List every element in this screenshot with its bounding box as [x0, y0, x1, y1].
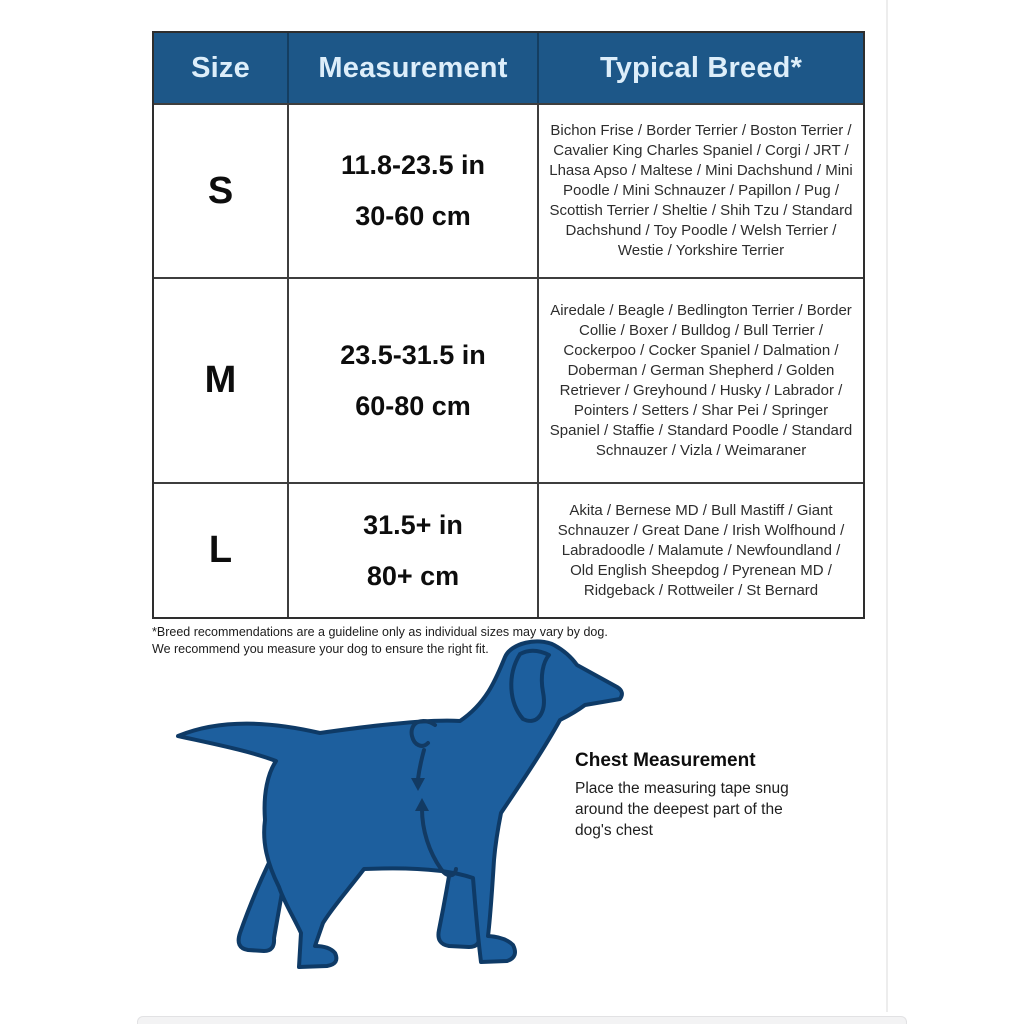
chest-instruction-line-2: around the deepest part of the [575, 801, 783, 818]
size-value: S [207, 169, 234, 212]
measurement-cm: 60-80 cm [355, 390, 471, 421]
header-size: Size [154, 33, 289, 103]
breed-list: Airedale / Beagle / Bedlington Terrier / Border Collie / Boxer / Bulldog / Bull Terrier / Cockerpoo / Cocker Spaniel / Dalmation / Doberman / German Shepherd / Golden Retriever / Greyhound / Husky / Labrador / Pointers / Setters / Shar Pei / Springer Spaniel / Staffie / Standard Poodle / Standard Schnauzer / Vizla / Weimaraner [549, 301, 853, 459]
measurement-inches: 31.5+ in [363, 509, 463, 540]
dog-ear [511, 651, 549, 721]
disclaimer-line-1: *Breed recommendations are a guideline only as individual sizes may vary by dog. [152, 625, 608, 639]
header-measurement: Measurement [289, 33, 539, 103]
table-row-m-measurement [289, 277, 539, 482]
measurement-inches: 23.5-31.5 in [340, 339, 486, 370]
table-row-s-size [154, 103, 289, 277]
breed-list: Akita / Bernese MD / Bull Mastiff / Giant Schnauzer / Great Dane / Irish Wolfhound / Labradoodle / Malamute / Newfoundland / Old English Sheepdog / Pyrenean MD / Ridgeback / Rottweiler / St Bernard [557, 501, 845, 599]
table-row-l-size [154, 482, 289, 617]
size-value: M [204, 359, 237, 401]
measurement-cm: 30-60 cm [355, 201, 471, 231]
size-chart-table [152, 31, 865, 619]
disclaimer-line-2: We recommend you measure your dog to ensure the right fit. [152, 642, 489, 656]
table-row-s-measurement [289, 103, 539, 277]
chest-instruction-line-3: dog's chest [575, 822, 653, 839]
chest-measurement-caption [575, 750, 815, 841]
chest-instruction-line-1: Place the measuring tape snug [575, 780, 789, 797]
table-row-s-breeds [539, 103, 863, 277]
breed-list: Bichon Frise / Border Terrier / Boston Terrier / Cavalier King Charles Spaniel / Corgi / JRT / Lhasa Apso / Maltese / Mini Dachshund / Mini Poodle / Mini Schnauzer / Papillon / Pug / Scottish Terrier / Sheltie / Shih Tzu / Standard Dachshund / Toy Poodle / Welsh Terrier / Westie / Yorkshire Terrier [549, 122, 853, 259]
size-value: L [208, 529, 233, 571]
table-row-l-breeds [539, 482, 863, 617]
measurement-inches: 11.8-23.5 in [340, 150, 486, 180]
table-row-m-size [154, 277, 289, 482]
measurement-cm: 80+ cm [366, 560, 460, 591]
header-typical-breed: Typical Breed* [539, 33, 863, 103]
page-edge-divider [886, 0, 888, 1012]
table-row-l-measurement [289, 482, 539, 617]
table-row-m-breeds [539, 277, 863, 482]
chest-measurement-title: Chest Measurement [575, 750, 756, 771]
